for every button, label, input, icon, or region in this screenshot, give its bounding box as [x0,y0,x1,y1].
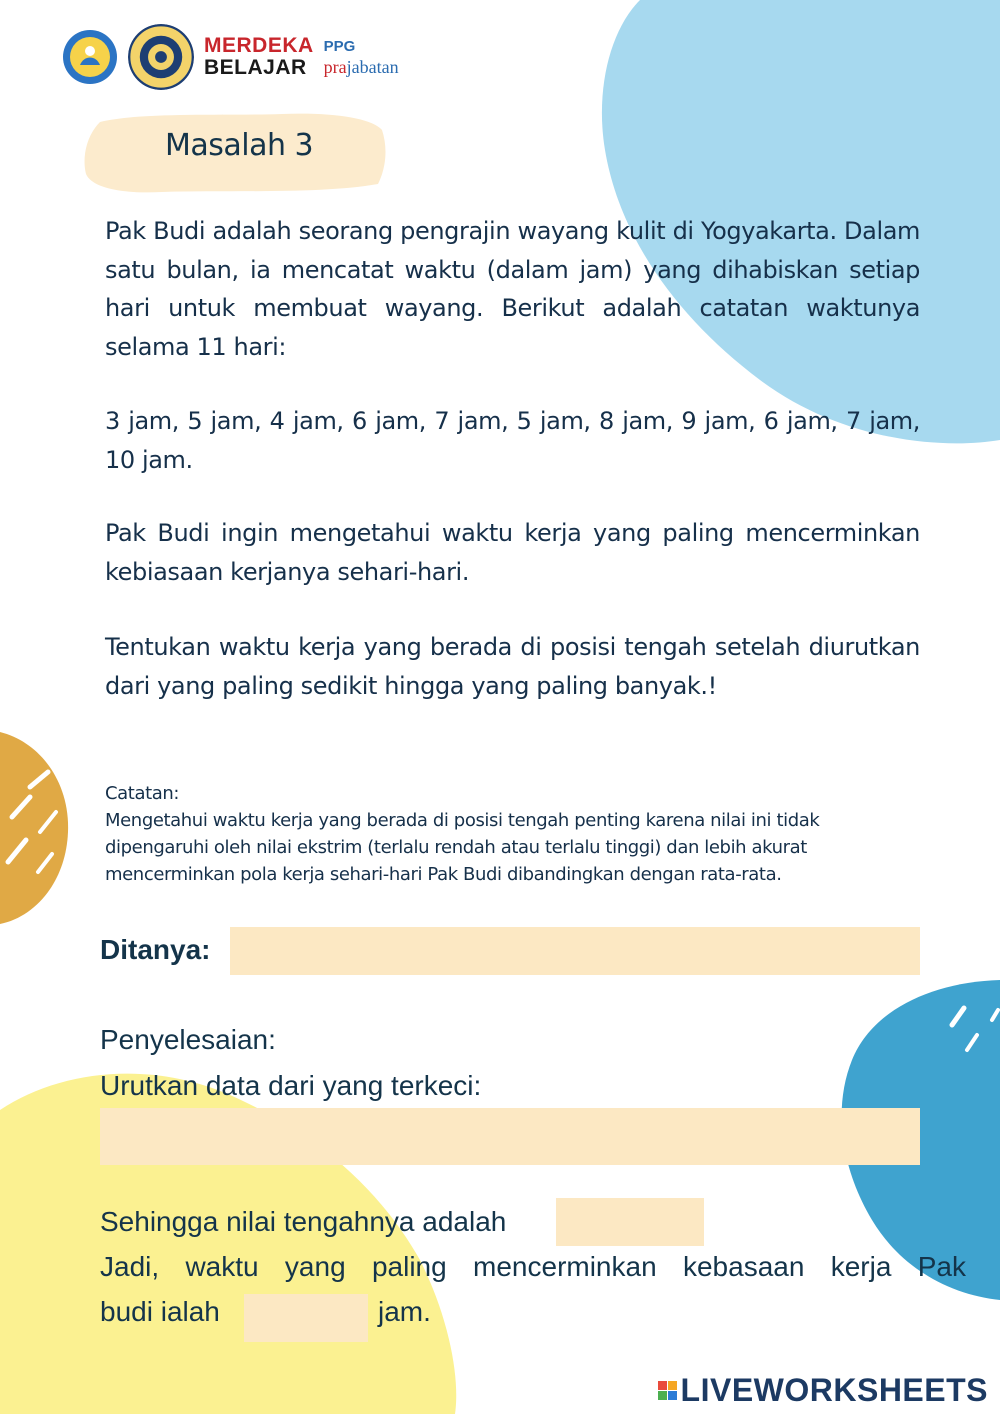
unit-label: jam. [378,1296,431,1327]
problem-paragraph-1: Pak Budi adalah seorang pengrajin wayang kulit di Yogyakarta. Dalam satu bulan, ia mencatat waktu (dalam jam) yang dihabiskan setiap hari untuk membuat wayang. Berikut adalah catatan waktunya selama 11 hari: [105,217,920,361]
conclusion-text: Jadi, waktu yang paling mencerminkan kebasaan kerja Pak [100,1251,966,1282]
liveworksheets-icon [658,1381,677,1400]
answer-input[interactable] [244,1294,368,1342]
uad-logo [128,24,194,90]
ditanya-label: Ditanya: [100,934,211,965]
ditanya-input[interactable] [230,927,920,975]
brand-text: LIVEWORKSHEETS [680,1372,988,1408]
problem-paragraph-3: Tentukan waktu kerja yang berada di posisi tengah setelah diurutkan dari yang paling sedikit hingga yang paling banyak.! [105,633,920,700]
urutkan-label: Urutkan data dari yang terkeci: [100,1070,482,1101]
median-input[interactable] [556,1198,704,1246]
median-label: Sehingga nilai tengahnya adalah [100,1206,507,1237]
belajar-text: BELAJAR [204,56,307,79]
header-logos [62,22,399,92]
page-title: Masalah 3 [165,128,314,163]
merdeka-belajar-logo [204,35,314,79]
note-label: Catatan: [105,783,180,804]
orange-blob [0,732,70,927]
problem-paragraph-2: Pak Budi ingin mengetahui waktu kerja yang paling mencerminkan kebiasaan kerjanya sehari-hari. [105,519,920,586]
prajabatan-text: prajabatan [323,57,399,77]
ppg-prajabatan-logo [324,37,399,77]
note-text: Mengetahui waktu kerja yang berada di posisi tengah penting karena nilai ini tidak dipengaruhi oleh nilai ekstrim (terlalu rendah atau terlalu tinggi) dan lebih akurat mencerminkan pola kerja sehari-hari Pak Budi dibandingkan dengan rata-rata. [105,810,820,885]
note-section [105,780,925,888]
penyelesaian-label: Penyelesaian: [100,1024,276,1055]
problem-data-line: 3 jam, 5 jam, 4 jam, 6 jam, 7 jam, 5 jam, 8 jam, 9 jam, 6 jam, 7 jam, 10 jam. [105,407,920,474]
liveworksheets-brand [658,1372,988,1409]
conclusion-line2: budi ialah [100,1296,220,1327]
ppg-text: PPG [323,38,356,55]
kemendikbud-logo [62,29,118,85]
sorted-data-input[interactable] [100,1108,920,1165]
merdeka-text: MERDEKA [204,34,314,57]
